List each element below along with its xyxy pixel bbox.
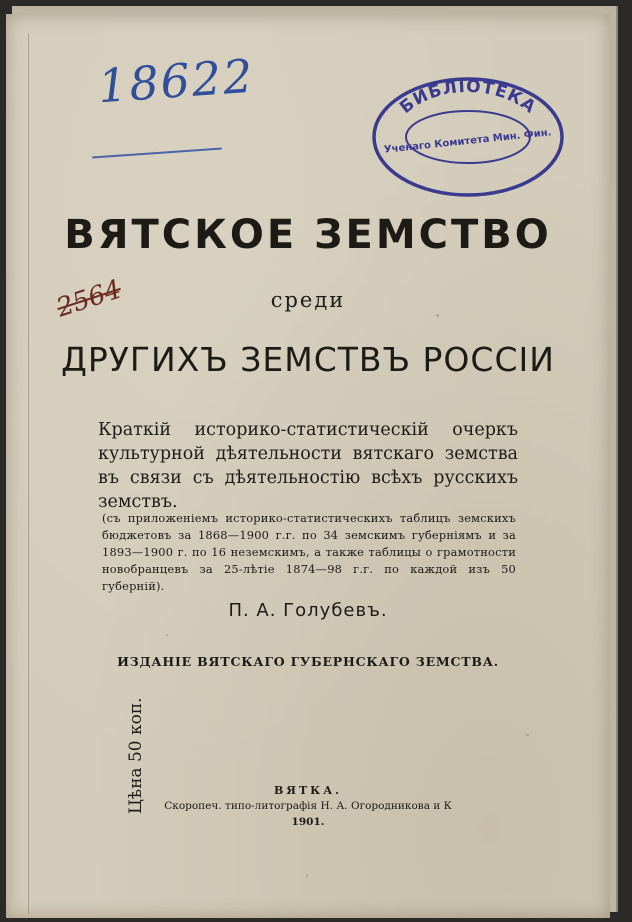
imprint-press: Скоропеч. типо-литографiя Н. А. Огородникова и К — [164, 800, 452, 812]
library-stamp — [370, 74, 566, 200]
handwritten-catalog-number: 18622 — [96, 48, 257, 114]
paper-speck — [306, 874, 308, 877]
edition-statement: ИЗДАНIЕ ВЯТСКАГО ГУБЕРНСКАГО ЗЕМСТВА. — [117, 654, 499, 669]
stamp-top-text: БИБЛIОТЕКА — [396, 76, 540, 118]
price-stamp — [80, 697, 200, 814]
subtitle: Краткiй историко-статистическiй очеркъ культурной дѣятельности вятскаго земства въ связи съ дѣятельностiю всѣхъ русскихъ земствъ. — [98, 420, 518, 512]
paper-speck — [436, 314, 439, 317]
paper-speck — [526, 734, 529, 736]
imprint-year: 1901. — [291, 816, 325, 828]
title-secondary: ДРУГИХЪ ЗЕМСТВЪ РОССIИ — [61, 340, 555, 379]
price-text: Цѣна 50 коп. — [126, 697, 146, 814]
appendix-note: (съ приложенiемъ историко-статистическихъ таблицъ земскихъ бюджетовъ за 1868—1900 г.г. по 34 земскимъ губернiямъ и за 1893—1900 г. по 16 неземскимъ, а также таблицы о грамотности новобранцевъ за 25-лѣтiе 1874—98 г.г. по каждой изъ 50 губернiй). — [102, 511, 516, 593]
title-connector: среди — [270, 288, 346, 312]
title-main: ВЯТСКОЕ ЗЕМСТВО — [64, 212, 552, 258]
handwritten-red-number: 2564 — [52, 274, 126, 324]
stamp-bottom-text: Ученаго Комитета Мин. Фин. — [383, 127, 552, 156]
paper-speck — [166, 634, 168, 636]
cover-page — [6, 14, 610, 918]
imprint-city: ВЯТКА. — [274, 784, 342, 797]
spine-fold — [28, 34, 29, 914]
handwritten-underline — [92, 147, 222, 158]
author: П. А. Голубевъ. — [228, 600, 388, 621]
